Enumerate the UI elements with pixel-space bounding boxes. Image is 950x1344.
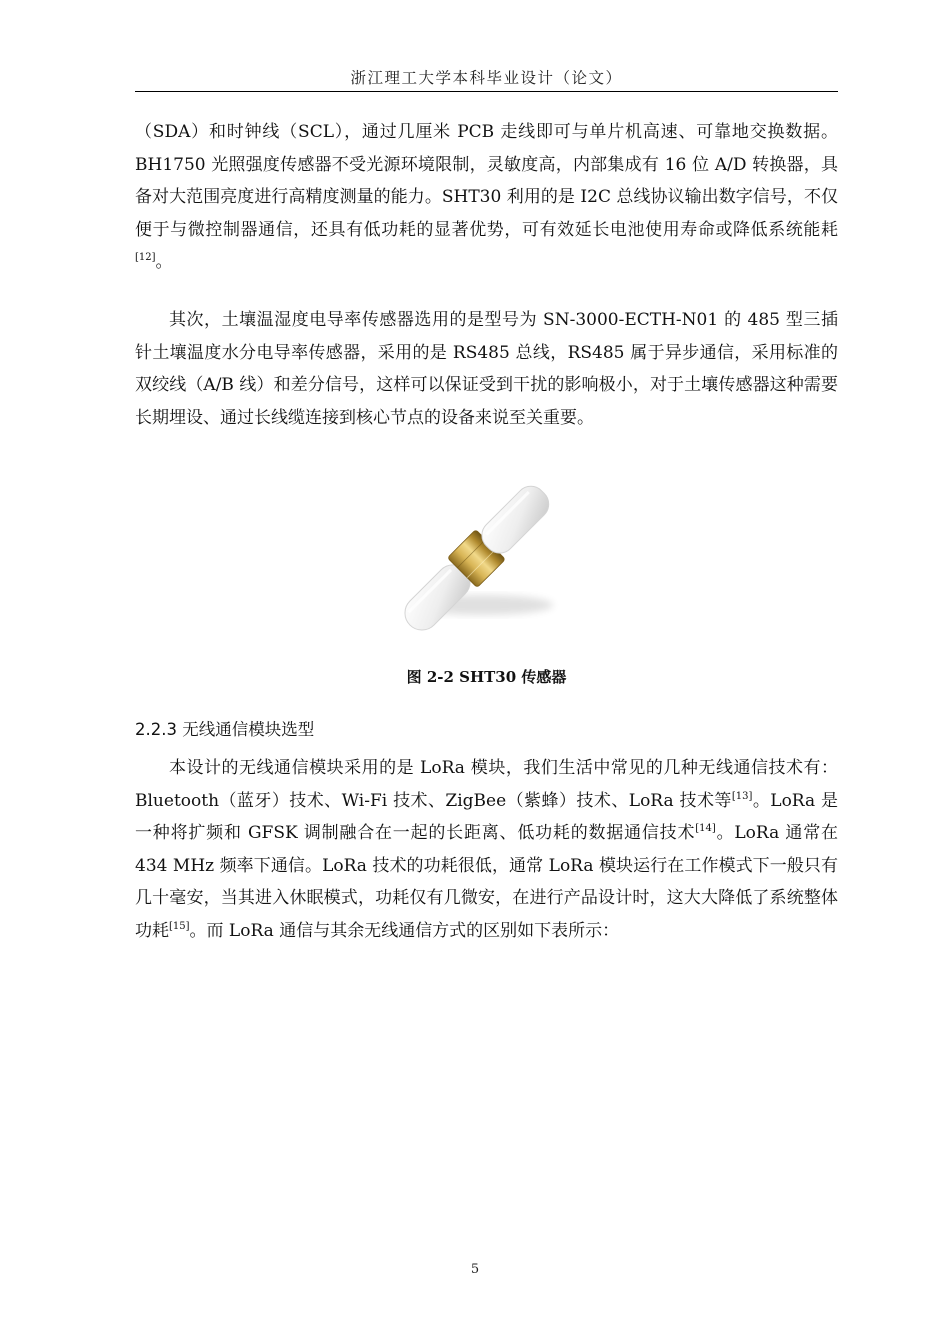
paragraph-text: 。LoRa 是一种将扩频和 GFSK 调制融合在一起的长距离、低功耗的数据通信技术 xyxy=(135,790,838,843)
paragraph-text: （SDA）和时钟线（SCL），通过几厘米 PCB 走线即可与单片机高速、可靠地交换数据。BH1750 光照强度传感器不受光源环境限制，灵敏度高，内部集成有 16 位 A/D 转换器，具备对大范围亮度进行高精度测量的能力。SHT30 利用的是 I2C 总线协议输出数字信号，不仅便于与微控制器通信，还具有低功耗的显著优势，可有效延长电池使用寿命或降低系统能耗 xyxy=(135,122,838,240)
paragraph-text: 。而 LoRa 通信与其余无线通信方式的区别如下表所示： xyxy=(189,920,620,941)
citation-14: [14] xyxy=(695,823,716,834)
sensor-probe xyxy=(395,477,558,640)
figure-caption: 图 2-2 SHT30 传感器 xyxy=(406,668,567,686)
sht30-sensor-illustration xyxy=(355,465,595,655)
paragraph-text: 。LoRa 通常在 434 MHz 频率下通信。LoRa 技术的功耗很低，通常 LoRa 模块运行在工作模式下一般只有几十毫安，当其进入休眠模式，功耗仅有几微安，在进行产品设计时，这大大降低了系统整体功耗 xyxy=(135,823,838,941)
running-header: 浙江理工大学本科毕业设计（论文） xyxy=(350,69,623,87)
paragraph-sensor-interfaces xyxy=(135,116,838,279)
citation-15: [15] xyxy=(169,920,190,932)
page-number: 5 xyxy=(470,1262,480,1277)
header-rule xyxy=(135,91,838,92)
citation-13: [13] xyxy=(731,790,753,802)
paragraph-tail: 。 xyxy=(155,252,173,272)
paragraph-soil-sensor: 其次，土壤温湿度电导率传感器选用的是型号为 SN-3000-ECTH-N01 的 485 型三插针土壤温度水分电导率传感器，采用的是 RS485 总线，RS485 属于异步通信，采用标准的双绞线（A/B 线）和差分信号，这样可以保证受到干扰的影响极小，对于土壤传感器这种需要长期埋设、通过长线缆连接到核心节点的设备来说至关重要。 xyxy=(135,310,838,428)
citation-12: [12] xyxy=(135,252,156,263)
paragraph-text: 本设计的无线通信模块采用的是 LoRa 模块，我们生活中常见的几种无线通信技术有：Bluetooth（蓝牙）技术、Wi-Fi 技术、ZigBee（紫蜂）技术、LoRa 技术等 xyxy=(135,758,838,811)
probe-upper-cap xyxy=(476,480,555,559)
paragraph-wireless-module xyxy=(135,752,838,947)
section-heading: 2.2.3 无线通信模块选型 xyxy=(135,720,315,739)
sht30-sensor-image xyxy=(355,465,595,655)
